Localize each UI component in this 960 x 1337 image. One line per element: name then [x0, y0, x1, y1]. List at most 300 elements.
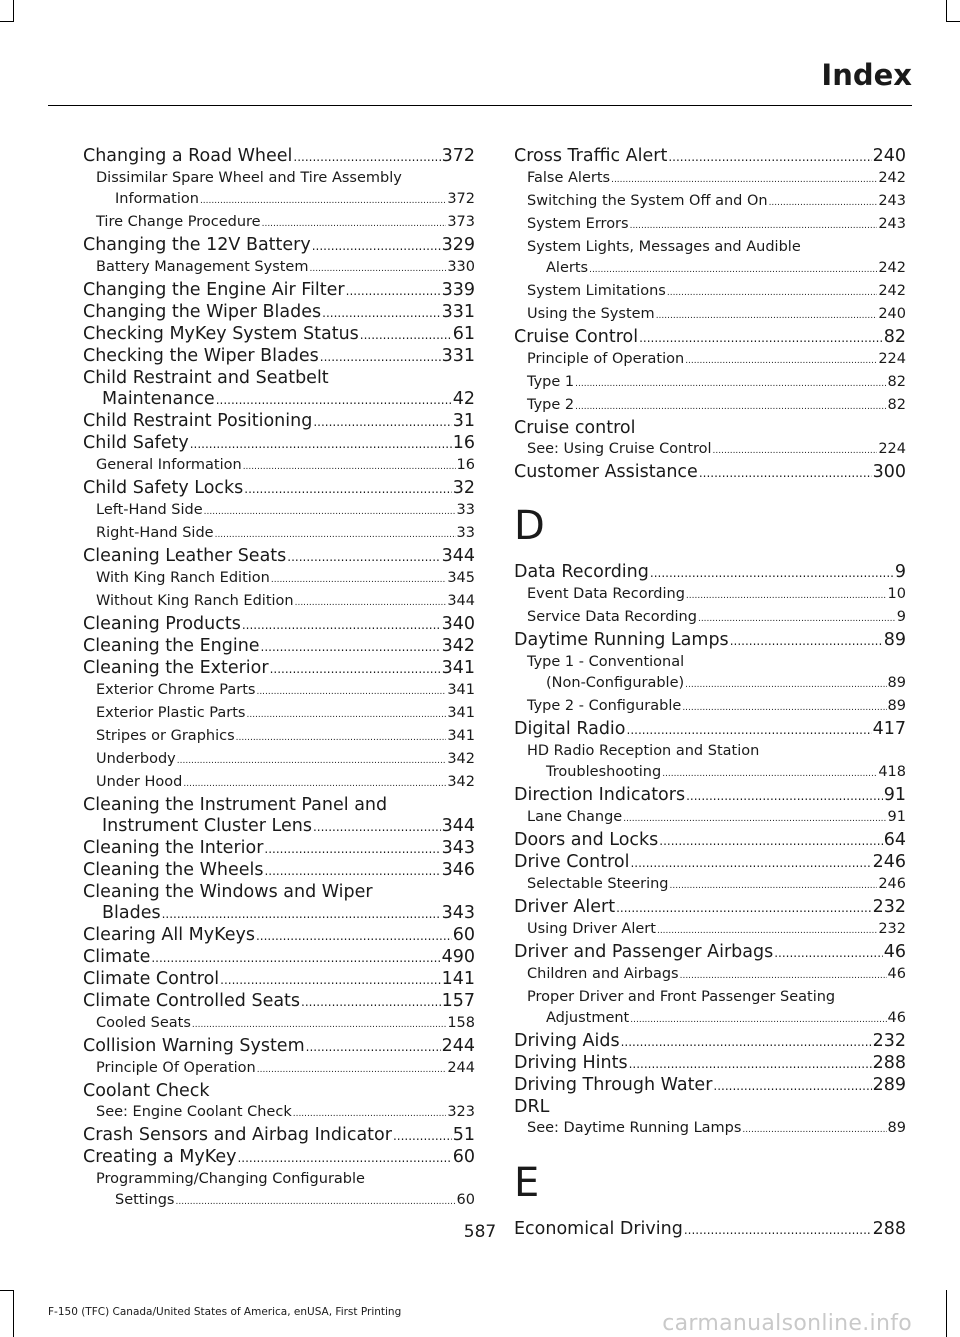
entry-text: Crash Sensors and Airbag Indicator — [83, 1125, 392, 1145]
index-subentry-title: Dissimilar Spare Wheel and Tire Assembly — [96, 170, 402, 186]
leader-dots — [685, 351, 877, 372]
entry-text: Direction Indicators — [514, 785, 686, 805]
leader-dots — [742, 1120, 886, 1141]
leader-dots — [627, 720, 872, 741]
index-subentry[interactable] — [83, 1190, 475, 1213]
page-ref[interactable]: 373 — [447, 214, 475, 230]
page-ref[interactable]: 232 — [878, 921, 906, 937]
leader-dots — [264, 839, 440, 860]
leader-dots — [256, 682, 446, 703]
entry-text: Cleaning Products — [83, 614, 241, 634]
index-subentry[interactable] — [83, 591, 475, 614]
leader-dots — [686, 586, 887, 607]
index-letter-heading: E — [514, 1160, 540, 1206]
page-ref[interactable]: 158 — [447, 1015, 475, 1031]
leader-dots — [670, 876, 878, 897]
page-ref[interactable]: 341 — [441, 658, 475, 678]
index-subentry[interactable] — [83, 749, 475, 772]
entry-text: Lane Change — [527, 809, 623, 825]
leader-dots — [393, 1126, 452, 1147]
leader-dots — [662, 764, 877, 785]
leader-dots — [175, 1192, 455, 1213]
index-entry[interactable] — [514, 630, 906, 652]
index-entry[interactable] — [514, 146, 906, 168]
index-subentry[interactable] — [83, 772, 475, 795]
entry-text: Child Safety Locks — [83, 478, 244, 498]
leader-dots — [769, 193, 878, 214]
index-subentry[interactable] — [514, 258, 906, 281]
page-ref[interactable]: 242 — [878, 283, 906, 299]
entry-text: Collision Warning System — [83, 1036, 305, 1056]
entry-text: Type 2 — [527, 397, 575, 413]
index-entry[interactable] — [514, 327, 906, 349]
entry-text: Principle of Operation — [527, 351, 685, 367]
leader-dots — [162, 904, 441, 925]
entry-text: Event Data Recording — [527, 586, 685, 602]
leader-dots — [774, 943, 883, 964]
entry-text: Driving Through Water — [514, 1075, 713, 1095]
page-ref[interactable]: 344 — [441, 546, 475, 566]
crop-mark — [13, 1290, 14, 1337]
index-entry[interactable] — [83, 991, 475, 1013]
crop-mark — [0, 21, 14, 22]
page-ref[interactable]: 16 — [452, 433, 475, 453]
entry-text: Cleaning the Interior — [83, 838, 264, 858]
index-subentry[interactable] — [514, 874, 906, 897]
index-subentry[interactable] — [514, 214, 906, 237]
leader-dots — [270, 659, 441, 680]
index-entry[interactable] — [83, 146, 475, 168]
entry-text: Type 1 — [527, 374, 575, 390]
index-entry[interactable] — [514, 897, 906, 919]
index-subentry[interactable] — [514, 964, 906, 987]
page-ref[interactable]: 46 — [883, 942, 906, 962]
entry-text: Checking the Wiper Blades — [83, 346, 319, 366]
page-ref[interactable]: 60 — [456, 1192, 475, 1208]
leader-dots — [242, 615, 441, 636]
index-entry-title: Cleaning the Windows and Wiper — [83, 882, 373, 902]
page-ref[interactable]: 157 — [441, 991, 475, 1011]
index-entry[interactable] — [514, 852, 906, 874]
entry-text: Changing the 12V Battery — [83, 235, 311, 255]
page-ref[interactable]: 61 — [452, 324, 475, 344]
page-ref[interactable]: 82 — [887, 374, 906, 390]
page-ref[interactable]: 343 — [441, 903, 475, 923]
page-ref[interactable]: 16 — [456, 457, 475, 473]
leader-dots — [301, 992, 441, 1013]
index-subentry[interactable] — [514, 1118, 906, 1141]
page-ref[interactable]: 330 — [447, 259, 475, 275]
index-entry[interactable] — [83, 1125, 475, 1147]
page-ref[interactable]: 331 — [441, 346, 475, 366]
index-subentry[interactable] — [514, 607, 906, 630]
index-entry[interactable] — [83, 1147, 475, 1169]
index-entry[interactable] — [514, 1031, 906, 1053]
leader-dots — [177, 751, 447, 772]
index-entry[interactable] — [83, 546, 475, 568]
page-ref[interactable]: 244 — [447, 1060, 475, 1076]
page-ref[interactable]: 89 — [887, 1120, 906, 1136]
index-entry[interactable] — [83, 969, 475, 991]
index-entry[interactable] — [83, 925, 475, 947]
page-ref[interactable]: 33 — [456, 502, 475, 518]
index-subentry[interactable] — [83, 523, 475, 546]
entry-text: Economical Driving — [514, 1219, 683, 1239]
entry-text: Maintenance — [102, 389, 215, 409]
index-subentry[interactable] — [514, 281, 906, 304]
leader-dots — [656, 306, 878, 327]
leader-dots — [659, 831, 882, 852]
index-subentry[interactable] — [514, 191, 906, 214]
leader-dots — [264, 861, 440, 882]
entry-text: False Alerts — [527, 170, 611, 186]
index-entry-title: Child Restraint and Seatbelt — [83, 368, 329, 388]
entry-text: Under Hood — [96, 774, 183, 790]
leader-dots — [621, 1032, 872, 1053]
entry-text: Cleaning the Exterior — [83, 658, 269, 678]
page-ref[interactable]: 243 — [878, 193, 906, 209]
index-subentry[interactable] — [83, 500, 475, 523]
index-subentry[interactable] — [514, 673, 906, 696]
entry-text: Climate — [83, 947, 151, 967]
leader-dots — [680, 966, 887, 987]
index-entry[interactable] — [514, 719, 906, 741]
page-ref[interactable]: 60 — [452, 925, 475, 945]
index-column-left — [83, 146, 475, 1213]
page-ref[interactable]: 10 — [887, 586, 906, 602]
index-entry-title: Cleaning the Instrument Panel and — [83, 795, 388, 815]
index-entry[interactable] — [83, 324, 475, 346]
index-subentry[interactable] — [514, 1008, 906, 1031]
page-ref[interactable]: 372 — [441, 146, 475, 166]
page-ref[interactable]: 243 — [878, 216, 906, 232]
page-ref[interactable]: 341 — [447, 682, 475, 698]
page-ref[interactable]: 490 — [441, 947, 475, 967]
leader-dots — [295, 593, 447, 614]
page-ref[interactable]: 224 — [878, 441, 906, 457]
page-ref[interactable]: 244 — [441, 1036, 475, 1056]
index-entry[interactable] — [83, 346, 475, 368]
index-subentry-title: HD Radio Reception and Station — [527, 743, 760, 759]
leader-dots — [682, 698, 886, 719]
page-ref[interactable]: 242 — [878, 170, 906, 186]
entry-text: Exterior Plastic Parts — [96, 705, 246, 721]
index-entry[interactable] — [514, 785, 906, 807]
leader-dots — [346, 281, 441, 302]
entry-text: See: Using Cruise Control — [527, 441, 712, 457]
entry-text: Instrument Cluster Lens — [102, 816, 312, 836]
page-ref[interactable]: 42 — [452, 389, 475, 409]
index-subentry[interactable] — [514, 584, 906, 607]
page-ref[interactable]: 46 — [887, 1010, 906, 1026]
index-subentry[interactable] — [83, 568, 475, 591]
index-subentry[interactable] — [83, 1058, 475, 1081]
entry-text: Troubleshooting — [546, 764, 662, 780]
page-ref[interactable]: 232 — [872, 897, 906, 917]
leader-dots — [575, 397, 886, 418]
entry-text: Information — [115, 191, 199, 207]
leader-dots — [192, 1015, 446, 1036]
leader-dots — [204, 502, 456, 523]
index-entry[interactable] — [83, 235, 475, 257]
index-subentry[interactable] — [83, 212, 475, 235]
index-entry[interactable] — [83, 433, 475, 455]
page-ref[interactable]: 242 — [878, 260, 906, 276]
entry-text: Cleaning Leather Seats — [83, 546, 287, 566]
index-letter-heading: D — [514, 503, 545, 549]
page-ref[interactable]: 224 — [878, 351, 906, 367]
page-ref[interactable]: 331 — [441, 302, 475, 322]
index-entry[interactable] — [514, 1075, 906, 1097]
index-column-right — [514, 146, 906, 1241]
page-ref[interactable]: 91 — [887, 809, 906, 825]
page-ref[interactable]: 342 — [447, 774, 475, 790]
page-ref[interactable]: 345 — [447, 570, 475, 586]
leader-dots — [630, 216, 878, 237]
leader-dots — [220, 970, 440, 991]
index-subentry[interactable] — [83, 189, 475, 212]
index-entry[interactable] — [514, 462, 906, 484]
leader-dots — [190, 434, 452, 455]
title-divider — [48, 105, 912, 106]
index-subentry[interactable] — [83, 1102, 475, 1125]
index-heading: Coolant Check — [83, 1081, 210, 1101]
leader-dots — [657, 921, 877, 942]
page-ref[interactable]: 329 — [441, 235, 475, 255]
entry-text: Child Safety — [83, 433, 189, 453]
page-ref[interactable]: 9 — [894, 562, 906, 582]
page-ref[interactable]: 91 — [883, 785, 906, 805]
leader-dots — [698, 609, 896, 630]
page-ref[interactable]: 46 — [887, 966, 906, 982]
entry-text: Left-Hand Side — [96, 502, 203, 518]
page-ref[interactable]: 89 — [887, 675, 906, 691]
entry-text: See: Daytime Running Lamps — [527, 1120, 742, 1136]
index-subentry-title: Proper Driver and Front Passenger Seating — [527, 989, 836, 1005]
index-subentry[interactable] — [514, 168, 906, 191]
leader-dots — [713, 441, 878, 462]
leader-dots — [630, 853, 871, 874]
page-ref[interactable]: 341 — [447, 705, 475, 721]
page-ref[interactable]: 288 — [872, 1053, 906, 1073]
index-subentry[interactable] — [514, 919, 906, 942]
page-ref[interactable]: 372 — [447, 191, 475, 207]
leader-dots — [244, 479, 451, 500]
page-ref[interactable]: 339 — [441, 280, 475, 300]
entry-text: Right-Hand Side — [96, 525, 214, 541]
page-ref[interactable]: 344 — [447, 593, 475, 609]
index-entry[interactable] — [83, 903, 475, 925]
entry-text: (Non-Configurable) — [546, 675, 685, 691]
leader-dots — [623, 809, 886, 830]
page-ref[interactable]: 246 — [872, 852, 906, 872]
index-entry[interactable] — [83, 816, 475, 838]
index-subentry[interactable] — [514, 349, 906, 372]
entry-text: System Errors — [527, 216, 629, 232]
leader-dots — [312, 236, 441, 257]
leader-dots — [611, 170, 877, 191]
entry-text: Checking MyKey System Status — [83, 324, 359, 344]
entry-text: Clearing All MyKeys — [83, 925, 255, 945]
index-entry[interactable] — [514, 562, 906, 584]
entry-text: See: Engine Coolant Check — [96, 1104, 292, 1120]
index-subentry[interactable] — [514, 304, 906, 327]
leader-dots — [650, 563, 894, 584]
index-subentry[interactable] — [83, 257, 475, 280]
entry-text: System Limitations — [527, 283, 666, 299]
page-ref[interactable]: 51 — [452, 1125, 475, 1145]
index-subentry[interactable] — [514, 807, 906, 830]
crop-mark — [946, 0, 947, 22]
leader-dots — [256, 926, 452, 947]
page-ref[interactable]: 89 — [887, 698, 906, 714]
index-entry[interactable] — [83, 614, 475, 636]
page-ref[interactable]: 342 — [441, 636, 475, 656]
entry-text: Tire Change Procedure — [96, 214, 261, 230]
leader-dots — [262, 214, 447, 235]
entry-text: With King Ranch Edition — [96, 570, 270, 586]
index-entry[interactable] — [83, 860, 475, 882]
page-ref[interactable]: 82 — [883, 327, 906, 347]
entry-text: General Information — [96, 457, 242, 473]
index-subentry[interactable] — [83, 703, 475, 726]
page-ref[interactable]: 246 — [878, 876, 906, 892]
page-ref[interactable]: 141 — [441, 969, 475, 989]
entry-text: Without King Ranch Edition — [96, 593, 294, 609]
index-subentry[interactable] — [83, 455, 475, 478]
index-entry[interactable] — [83, 838, 475, 860]
index-subentry[interactable] — [83, 726, 475, 749]
entry-text: Children and Airbags — [527, 966, 679, 982]
leader-dots — [293, 1104, 447, 1125]
index-entry[interactable] — [83, 411, 475, 433]
leader-dots — [151, 948, 440, 969]
index-subentry[interactable] — [514, 372, 906, 395]
index-entry[interactable] — [83, 389, 475, 411]
page-ref[interactable]: 323 — [447, 1104, 475, 1120]
entry-text: Customer Assistance — [514, 462, 698, 482]
entry-text: Cleaning the Wheels — [83, 860, 264, 880]
page-ref[interactable]: 240 — [878, 306, 906, 322]
index-subentry[interactable] — [514, 762, 906, 785]
page-ref[interactable]: 341 — [447, 728, 475, 744]
index-subentry[interactable] — [514, 696, 906, 719]
index-subentry[interactable] — [83, 1013, 475, 1036]
index-subentry[interactable] — [514, 395, 906, 418]
index-entry[interactable] — [514, 942, 906, 964]
page-ref[interactable]: 340 — [441, 614, 475, 634]
leader-dots — [309, 259, 446, 280]
entry-text: Blades — [102, 903, 161, 923]
page-ref[interactable]: 289 — [872, 1075, 906, 1095]
leader-dots — [237, 1148, 451, 1169]
crop-mark — [946, 1290, 947, 1337]
leader-dots — [261, 637, 441, 658]
index-subentry-title: Type 1 - Conventional — [527, 654, 685, 670]
index-entry[interactable] — [83, 478, 475, 500]
index-heading: DRL — [514, 1097, 550, 1117]
leader-dots — [293, 147, 440, 168]
index-entry[interactable] — [514, 830, 906, 852]
page-ref[interactable]: 31 — [452, 411, 475, 431]
entry-text: Cooled Seats — [96, 1015, 191, 1031]
entry-text: Alerts — [546, 260, 589, 276]
leader-dots — [668, 147, 871, 168]
entry-text: Type 2 - Configurable — [527, 698, 682, 714]
index-entry[interactable] — [514, 1053, 906, 1075]
page-ref[interactable]: 342 — [447, 751, 475, 767]
index-entry[interactable] — [83, 280, 475, 302]
leader-dots — [246, 705, 446, 726]
entry-text: Creating a MyKey — [83, 1147, 237, 1167]
entry-text: Climate Control — [83, 969, 220, 989]
entry-text: Changing a Road Wheel — [83, 146, 293, 166]
entry-text: Driving Hints — [514, 1053, 628, 1073]
page-ref[interactable]: 343 — [441, 838, 475, 858]
page-ref[interactable]: 89 — [883, 630, 906, 650]
page-ref[interactable]: 344 — [441, 816, 475, 836]
entry-text: Underbody — [96, 751, 176, 767]
page-ref[interactable]: 417 — [872, 719, 906, 739]
entry-text: Cruise Control — [514, 327, 639, 347]
entry-text: Cross Traffic Alert — [514, 146, 668, 166]
page-ref[interactable]: 346 — [441, 860, 475, 880]
entry-text: Child Restraint Positioning — [83, 411, 313, 431]
page-ref[interactable]: 32 — [452, 478, 475, 498]
page-ref[interactable]: 60 — [452, 1147, 475, 1167]
entry-text: Driver and Passenger Airbags — [514, 942, 774, 962]
leader-dots — [322, 303, 440, 324]
index-subentry-title: Programming/Changing Configurable — [96, 1171, 365, 1187]
entry-text: Drive Control — [514, 852, 630, 872]
leader-dots — [183, 774, 446, 795]
page-ref[interactable]: 240 — [872, 146, 906, 166]
entry-text: Driving Aids — [514, 1031, 620, 1051]
page-ref[interactable]: 64 — [883, 830, 906, 850]
leader-dots — [360, 325, 452, 346]
entry-text: Changing the Engine Air Filter — [83, 280, 345, 300]
entry-text: Service Data Recording — [527, 609, 697, 625]
leader-dots — [616, 898, 872, 919]
index-entry[interactable] — [83, 658, 475, 680]
page-ref[interactable]: 288 — [872, 1219, 906, 1239]
index-subentry[interactable] — [83, 680, 475, 703]
index-subentry[interactable] — [514, 439, 906, 462]
crop-mark — [13, 0, 14, 22]
entry-text: Selectable Steering — [527, 876, 669, 892]
index-entry[interactable] — [83, 947, 475, 969]
page-ref[interactable]: 9 — [896, 609, 906, 625]
entry-text: Settings — [115, 1192, 175, 1208]
crop-mark — [946, 21, 960, 22]
page-ref[interactable]: 33 — [456, 525, 475, 541]
index-entry[interactable] — [83, 302, 475, 324]
leader-dots — [575, 374, 886, 395]
footer-text: F-150 (TFC) Canada/United States of America, enUSA, First Printing — [48, 1306, 402, 1318]
page-ref[interactable]: 300 — [872, 462, 906, 482]
index-entry[interactable] — [83, 636, 475, 658]
page-ref[interactable]: 418 — [878, 764, 906, 780]
leader-dots — [306, 1037, 441, 1058]
entry-text: Driver Alert — [514, 897, 616, 917]
entry-text: Stripes or Graphics — [96, 728, 235, 744]
leader-dots — [629, 1054, 872, 1075]
entry-text: Using Driver Alert — [527, 921, 656, 937]
page-ref[interactable]: 82 — [887, 397, 906, 413]
page-ref[interactable]: 232 — [872, 1031, 906, 1051]
index-entry[interactable] — [83, 1036, 475, 1058]
leader-dots — [667, 283, 877, 304]
